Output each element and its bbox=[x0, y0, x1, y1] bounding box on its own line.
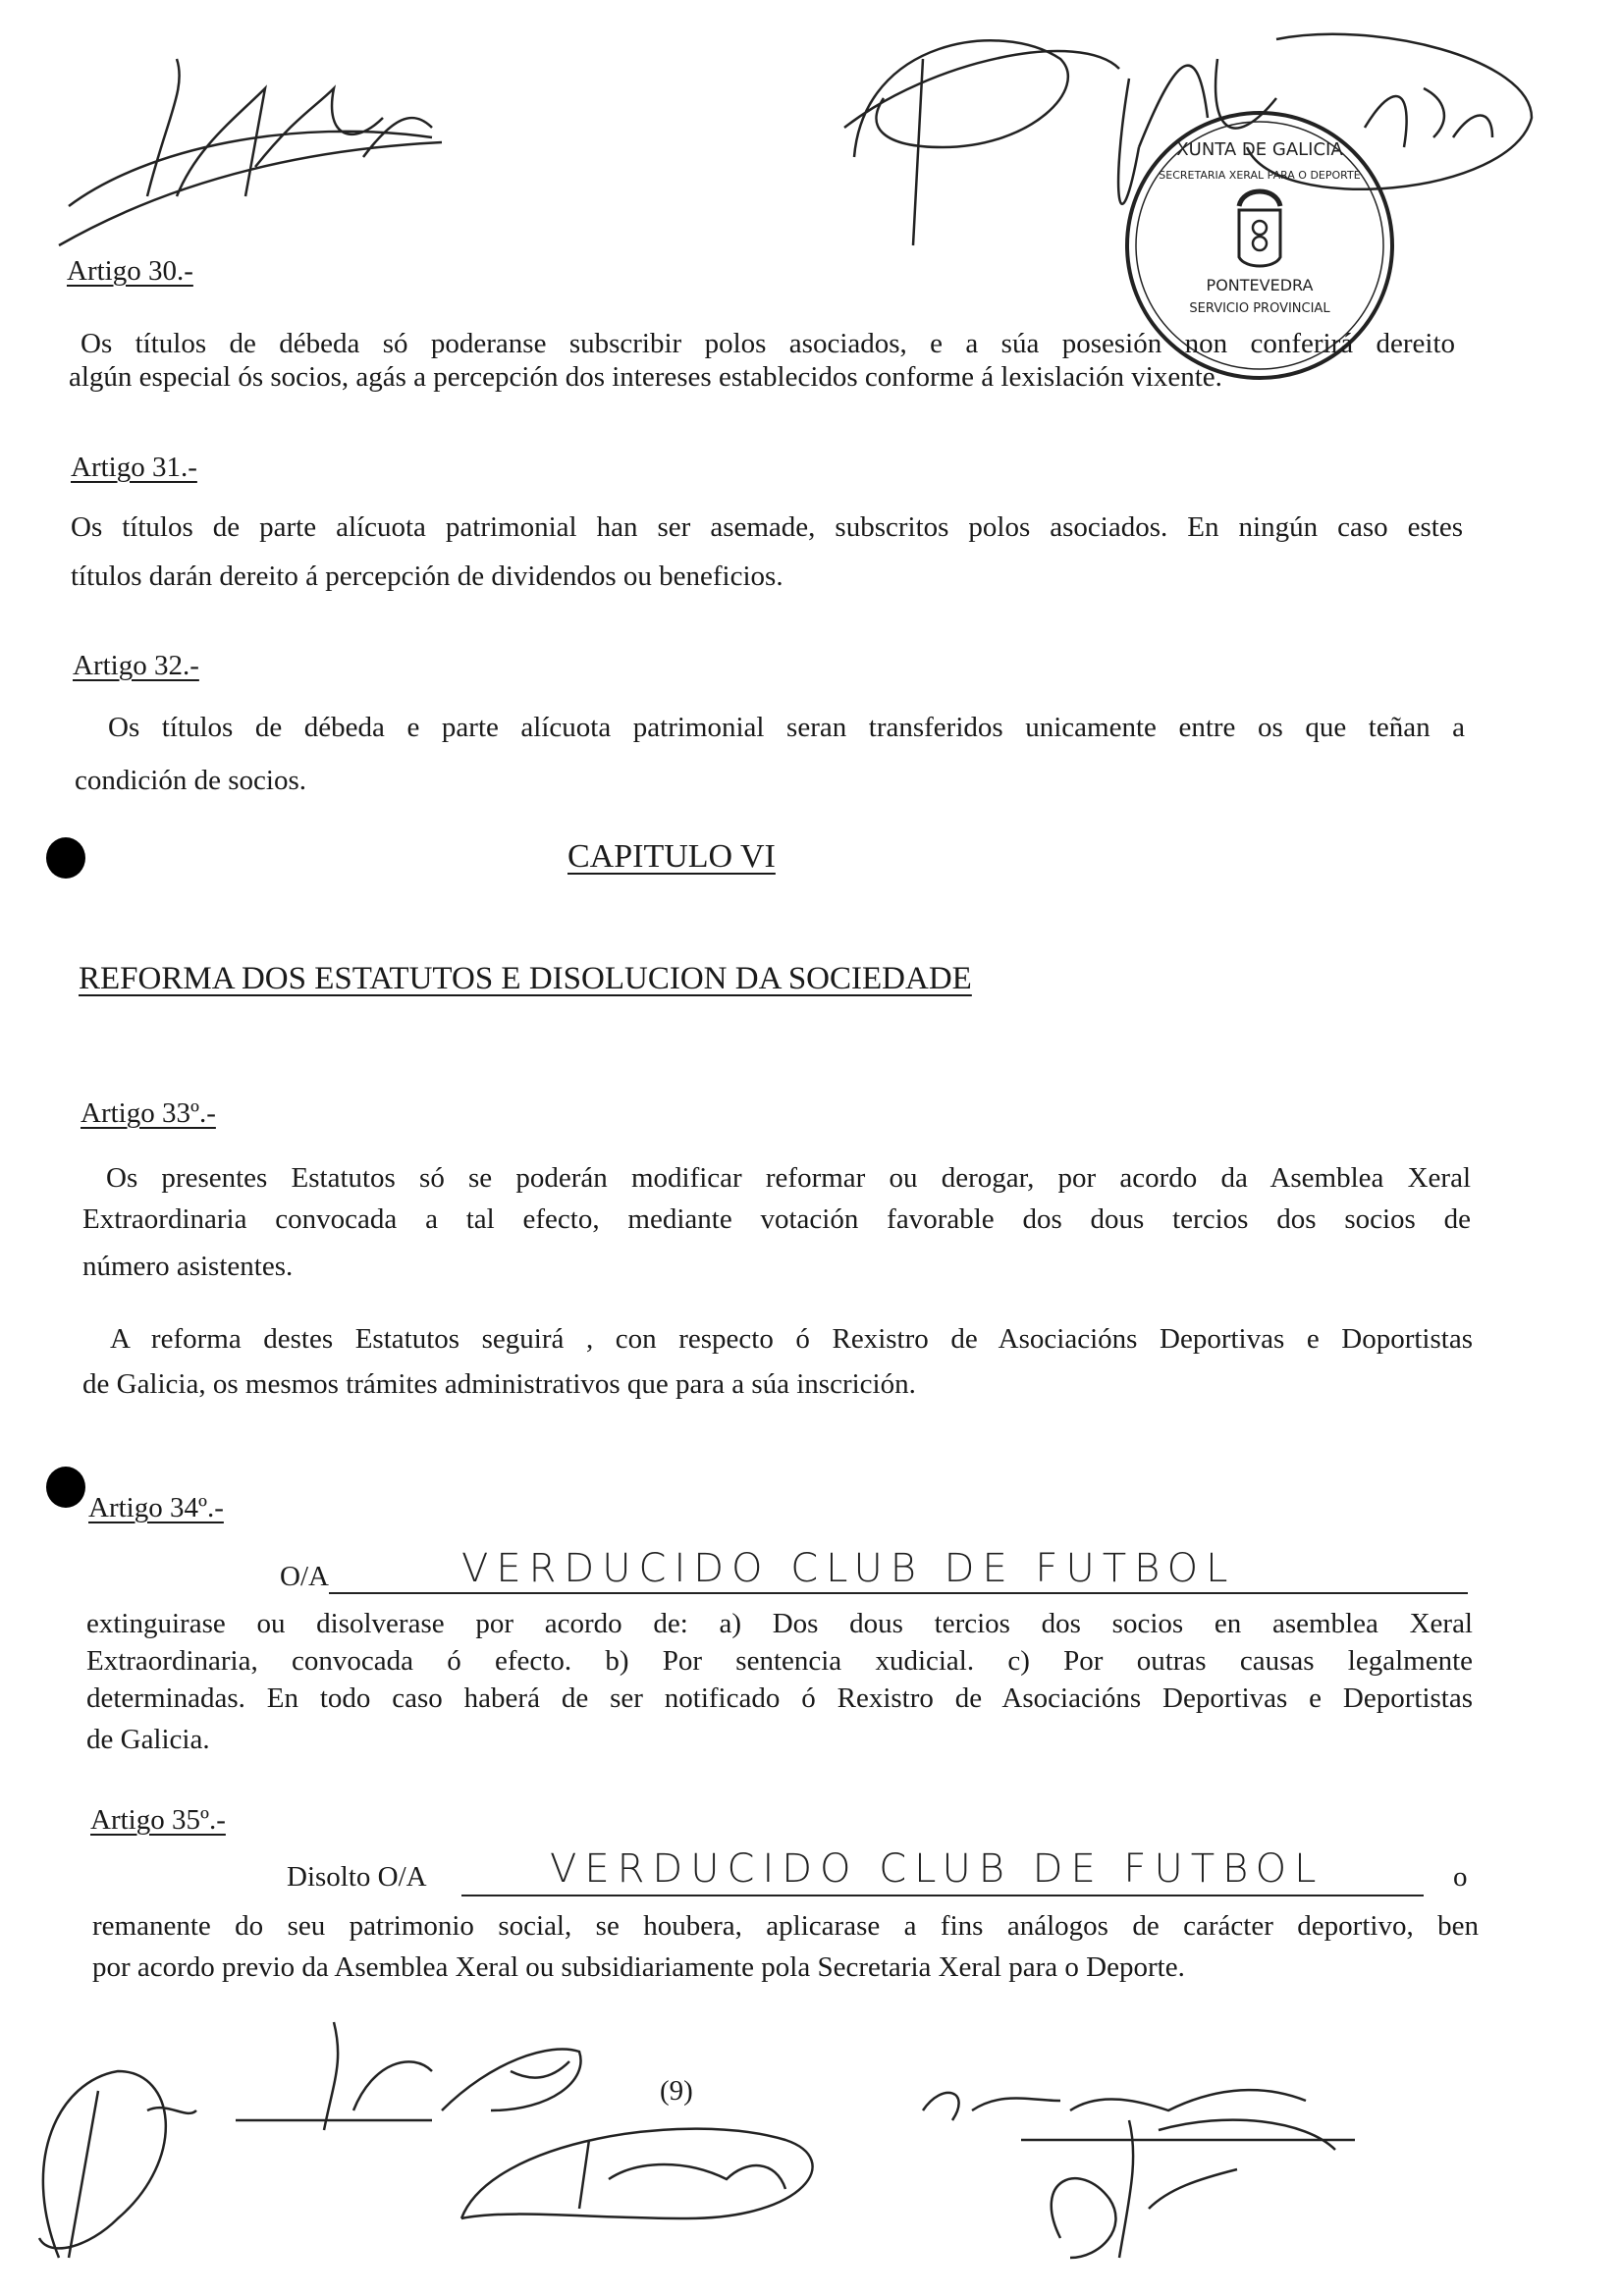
chapter-title: REFORMA DOS ESTATUTOS E DISOLUCION DA SOCIEDADE bbox=[79, 961, 972, 996]
article-34-line-1: extinguirase ou disolverase por acordo de: a) Dos dous tercios dos socios en asemblea Xeral bbox=[86, 1608, 1473, 1639]
article-34-prefix: O/A bbox=[280, 1561, 329, 1592]
article-33-line-1: Os presentes Estatutos só se poderán modificar reformar ou derogar, por acordo da Asemblea Xeral bbox=[106, 1162, 1471, 1194]
article-30-line-2: algún especial ós socios, agás a percepción dos intereses establecidos conforme á lexislación vixente. bbox=[69, 361, 1222, 393]
article-32-heading: Artigo 32.- bbox=[73, 650, 199, 681]
fill-in-line bbox=[461, 1895, 1424, 1896]
article-35-prefix: Disolto O/A bbox=[287, 1861, 427, 1893]
article-35-line-1: remanente do seu patrimonio social, se houbera, aplicarase a fins análogos de carácter deportivo, ben bbox=[92, 1910, 1479, 1942]
article-31-line-1: Os títulos de parte alícuota patrimonial han ser asemade, subscritos polos asociados. En ningún caso estes bbox=[71, 511, 1463, 543]
article-34-heading: Artigo 34º.- bbox=[88, 1492, 224, 1523]
fill-in-line bbox=[329, 1592, 1468, 1594]
article-30-line-1: Os títulos de débeda só poderanse subscribir polos asociados, e a súa posesión non conferirá dereito bbox=[81, 328, 1455, 359]
handwritten-club-name: VERDUCIDO CLUB DE FUTBOL bbox=[461, 1546, 1236, 1591]
article-35-line-2: por acordo previo da Asemblea Xeral ou subsidiariamente pola Secretaria Xeral para o Deporte. bbox=[92, 1951, 1185, 1983]
article-30-heading: Artigo 30.- bbox=[67, 255, 193, 287]
article-32-line-2: condición de socios. bbox=[75, 765, 306, 796]
bullet-mark bbox=[46, 837, 85, 879]
article-33-line-2: Extraordinaria convocada a tal efecto, mediante votación favorable dos dous tercios dos socios de bbox=[82, 1203, 1471, 1235]
page-number: (9) bbox=[660, 2075, 693, 2107]
article-35-suffix: o bbox=[1453, 1861, 1468, 1893]
article-31-line-2: títulos darán dereito á percepción de dividendos ou beneficios. bbox=[71, 561, 783, 592]
signature-top-right bbox=[1365, 88, 1492, 147]
article-35-heading: Artigo 35º.- bbox=[90, 1804, 226, 1836]
chapter-number: CAPITULO VI bbox=[567, 838, 776, 875]
article-34-line-2: Extraordinaria, convocada ó efecto. b) Por sentencia xudicial. c) Por outras causas legalmente bbox=[86, 1645, 1473, 1677]
article-33-heading: Artigo 33º.- bbox=[81, 1097, 216, 1129]
bullet-mark bbox=[46, 1467, 85, 1508]
article-33-line-3: número asistentes. bbox=[82, 1251, 294, 1282]
stamp-text-bottom: SERVICIO PROVINCIAL bbox=[1189, 301, 1330, 316]
signatures-bottom bbox=[39, 2022, 1355, 2258]
stamp-text-city: PONTEVEDRA bbox=[1206, 276, 1314, 294]
signature-top-left bbox=[59, 59, 442, 245]
stamp-text-top: XUNTA DE GALICIA bbox=[1176, 139, 1343, 160]
article-33-line-5: de Galicia, os mesmos trámites administrativos que para a súa inscrición. bbox=[82, 1368, 916, 1400]
stamp-text-inner: SECRETARIA XERAL PARA O DEPORTE bbox=[1159, 169, 1361, 182]
article-34-line-4: de Galicia. bbox=[86, 1724, 210, 1755]
article-31-heading: Artigo 31.- bbox=[71, 452, 197, 483]
handwritten-club-name: VERDUCIDO CLUB DE FUTBOL bbox=[550, 1846, 1324, 1892]
article-34-line-3: determinadas. En todo caso haberá de ser notificado ó Rexistro de Asociacións Deportivas e Deportistas bbox=[86, 1682, 1473, 1714]
article-32-line-1: Os títulos de débeda e parte alícuota patrimonial seran transferidos unicamente entre os que teñan a bbox=[108, 712, 1465, 743]
article-33-line-4: A reforma destes Estatutos seguirá , con respecto ó Rexistro de Asociacións Deportivas e Doportistas bbox=[110, 1323, 1473, 1355]
